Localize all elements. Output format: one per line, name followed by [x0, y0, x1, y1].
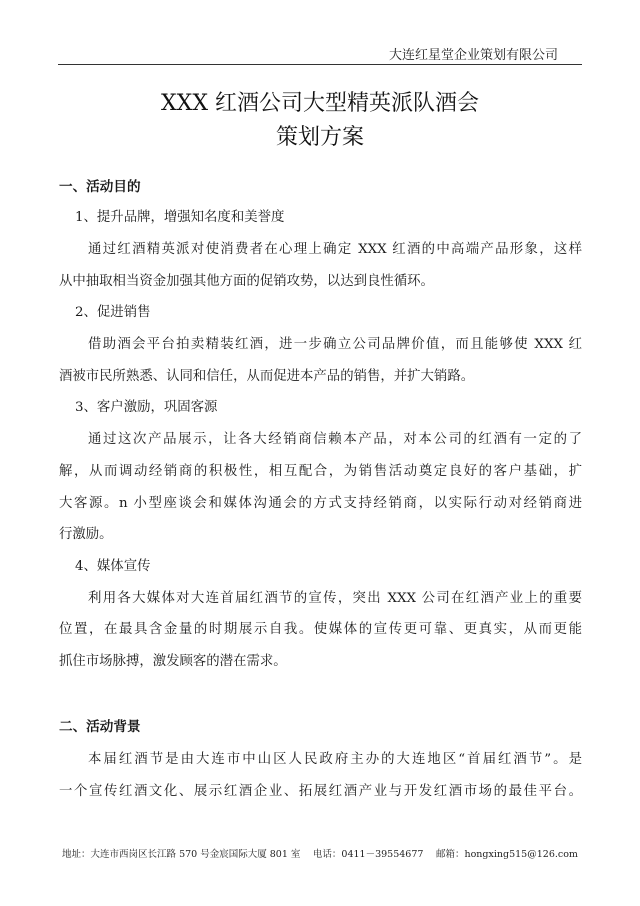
footer-contact: 地址：大连市西岗区长江路 570 号金宸国际大厦 801 室 电话：0411－39554677 邮箱：hongxing515@126.com [62, 849, 578, 860]
section-heading-purpose: 一、活动目的 [59, 179, 141, 195]
subheading-customers: 3、客户激励，巩固客源 [75, 400, 218, 415]
paragraph-line: 一个宣传红酒文化、展示红酒企业、拓展红酒产业与开发红酒市场的最佳平台。 [59, 784, 582, 799]
paragraph-line: 通过红酒精英派对使消费者在心理上确定 XXX 红酒的中高端产品形象，这样 [88, 242, 582, 257]
paragraph-line: 位置，在最具含金量的时期展示自我。使媒体的宣传更可靠、更真实，从而更能 [59, 622, 582, 637]
subheading-media: 4、媒体宣传 [75, 559, 151, 574]
document-subtitle: 策划方案 [275, 125, 364, 150]
section-heading-background: 二、活动背景 [59, 719, 141, 735]
paragraph-line: 酒被市民所熟悉、认同和信任，从而促进本产品的销售，并扩大销路。 [59, 369, 475, 384]
paragraph-line: 从中抽取相当资金加强其他方面的促销攻势，以达到良性循环。 [59, 274, 434, 289]
document-title: XXX 红酒公司大型精英派队酒会 [161, 91, 479, 116]
paragraph-line: 借助酒会平台拍卖精装红酒，进一步确立公司品牌价值，而且能够使 XXX 红 [88, 337, 582, 352]
header-divider [58, 64, 582, 65]
paragraph-line: 利用各大媒体对大连首届红酒节的宣传，突出 XXX 公司在红酒产业上的重要 [88, 591, 582, 606]
paragraph-line: 通过这次产品展示，让各大经销商信赖本产品，对本公司的红酒有一定的了 [88, 432, 582, 447]
subheading-sales: 2、促进销售 [75, 305, 151, 320]
paragraph-line: 大客源。n 小型座谈会和媒体沟通会的方式支持经销商，以实际行动对经销商进 [59, 496, 582, 511]
subheading-brand: 1、提升品牌，增强知名度和美誉度 [75, 210, 285, 225]
paragraph-line: 抓住市场脉搏，激发顾客的潜在需求。 [59, 654, 287, 669]
paragraph-line: 行激励。 [59, 527, 113, 542]
header-company: 大连红星堂企业策划有限公司 [388, 48, 558, 63]
paragraph-line: 解，从而调动经销商的积极性，相互配合，为销售活动奠定良好的客户基础，扩 [59, 464, 582, 479]
paragraph-line: 本届红酒节是由大连市中山区人民政府主办的大连地区“首届红酒节”。是 [88, 752, 582, 767]
